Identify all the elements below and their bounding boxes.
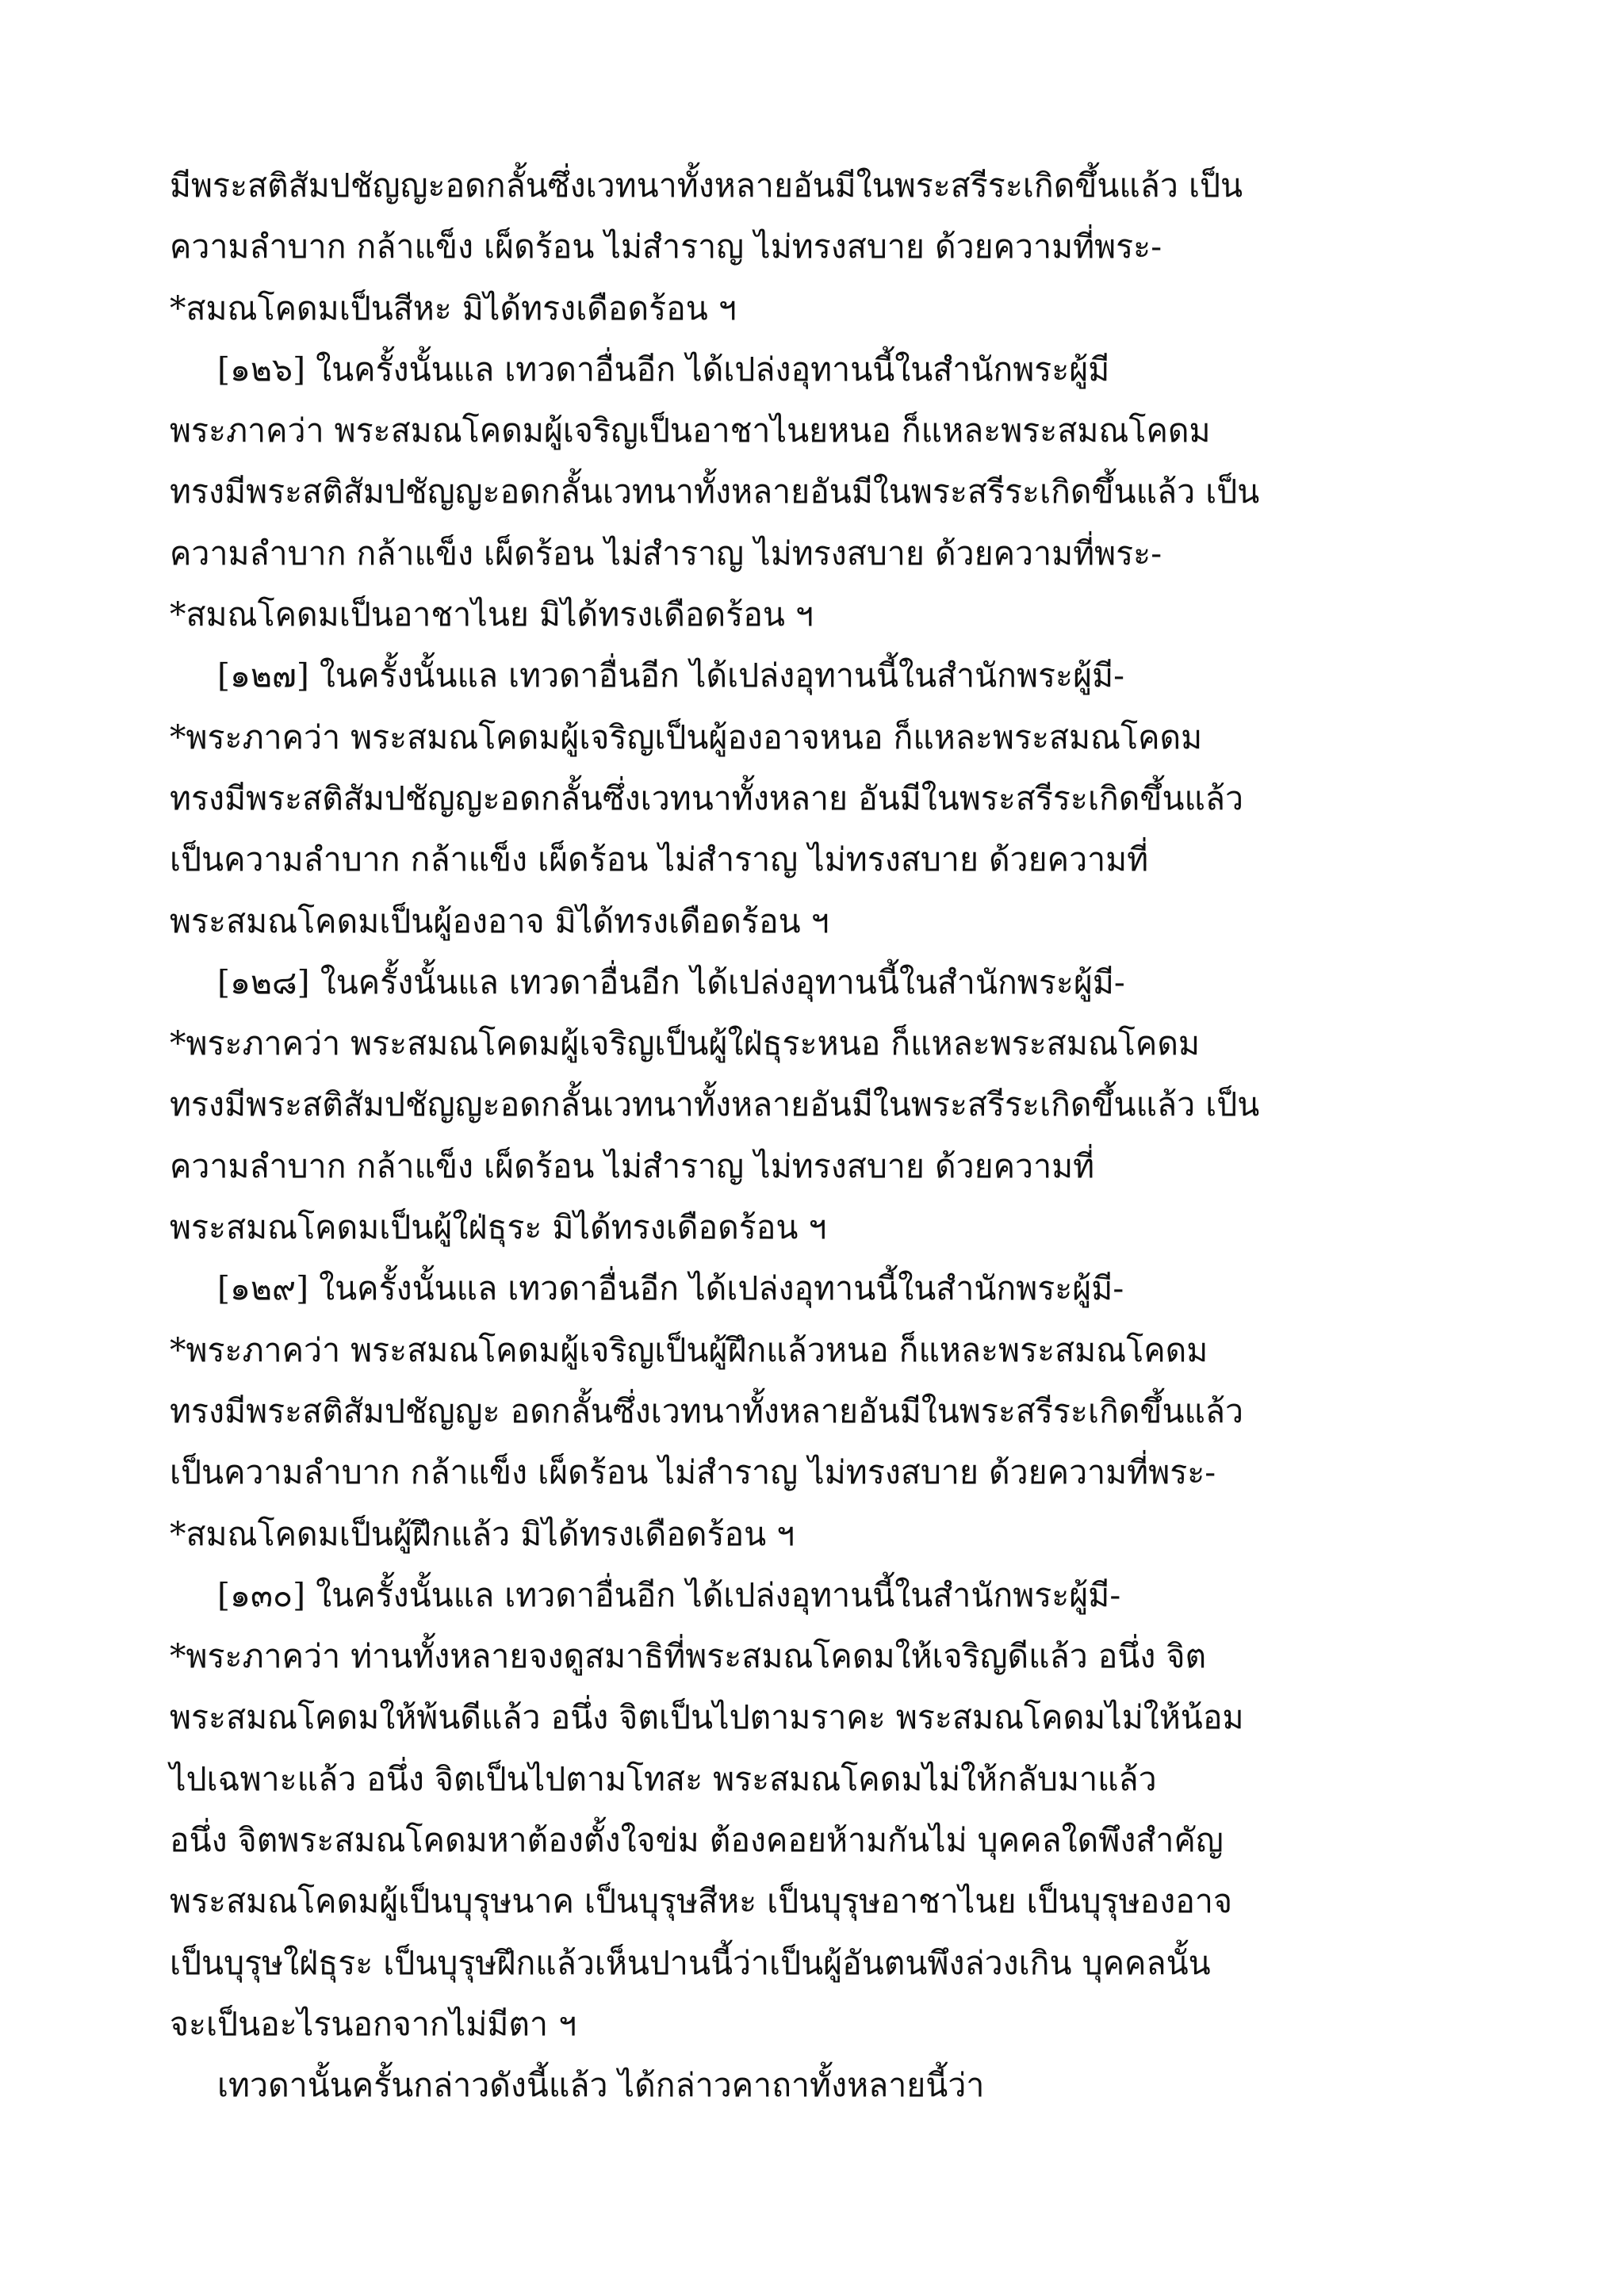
paragraph-start-line: [๑๒๙] ในครั้งนั้นแล เทวดาอื่นอีก ได้เปล่งอุทานนี้ในสำนักพระผู้มี- (217, 1269, 1124, 1308)
text-line: เป็นบุรุษใฝ่ธุระ เป็นบุรุษฝึกแล้วเห็นปานนี้ว่าเป็นผู้อันตนพึงล่วงเกิน บุคคลนั้น (170, 1943, 1211, 1982)
body-text (170, 155, 1470, 2117)
text-line: *พระภาคว่า พระสมณโคดมผู้เจริญเป็นผู้ฝึกแล้วหนอ ก็แหละพระสมณโคดม (170, 1330, 1208, 1369)
text-line: อนึ่ง จิตพระสมณโคดมหาต้องตั้งใจข่ม ต้องคอยห้ามกันไม่ บุคคลใดพึงสำคัญ (170, 1821, 1224, 1860)
text-line: พระสมณโคดมให้พ้นดีแล้ว อนึ่ง จิตเป็นไปตามราคะ พระสมณโคดมไม่ให้น้อม (170, 1698, 1244, 1737)
text-line: ความลำบาก กล้าแข็ง เผ็ดร้อน ไม่สำราญ ไม่ทรงสบาย ด้วยความที่พระ- (170, 228, 1162, 266)
text-line: ความลำบาก กล้าแข็ง เผ็ดร้อน ไม่สำราญ ไม่ทรงสบาย ด้วยความที่ (170, 1146, 1095, 1185)
text-line: ทรงมีพระสติสัมปชัญญะอดกลั้นเวทนาทั้งหลายอันมีในพระสรีระเกิดขึ้นแล้ว เป็น (170, 473, 1260, 511)
text-line: ทรงมีพระสติสัมปชัญญะอดกลั้นเวทนาทั้งหลายอันมีในพระสรีระเกิดขึ้นแล้ว เป็น (170, 1085, 1260, 1124)
text-line: ทรงมีพระสติสัมปชัญญะ อดกลั้นซึ่งเวทนาทั้งหลายอันมีในพระสรีระเกิดขึ้นแล้ว (170, 1391, 1244, 1430)
paragraph-start-line: [๑๒๘] ในครั้งนั้นแล เทวดาอื่นอีก ได้เปล่งอุทานนี้ในสำนักพระผู้มี- (217, 962, 1125, 1001)
text-line: *สมณโคดมเป็นสีหะ มิได้ทรงเดือดร้อน ฯ (170, 289, 737, 327)
text-line: มีพระสติสัมปชัญญะอดกลั้นซึ่งเวทนาทั้งหลายอันมีในพระสรีระเกิดขึ้นแล้ว เป็น (170, 166, 1243, 205)
paragraph-start-line: [๑๒๖] ในครั้งนั้นแล เทวดาอื่นอีก ได้เปล่งอุทานนี้ในสำนักพระผู้มี (217, 350, 1110, 388)
paragraph-start-line: [๑๒๗] ในครั้งนั้นแล เทวดาอื่นอีก ได้เปล่งอุทานนี้ในสำนักพระผู้มี- (217, 656, 1124, 695)
text-line: *สมณโคดมเป็นอาชาไนย มิได้ทรงเดือดร้อน ฯ (170, 595, 814, 634)
text-line: พระภาคว่า พระสมณโคดมผู้เจริญเป็นอาชาไนยหนอ ก็แหละพระสมณโคดม (170, 411, 1211, 450)
text-line: เป็นความลำบาก กล้าแข็ง เผ็ดร้อน ไม่สำราญ ไม่ทรงสบาย ด้วยความที่พระ- (170, 1453, 1216, 1492)
text-line: ความลำบาก กล้าแข็ง เผ็ดร้อน ไม่สำราญ ไม่ทรงสบาย ด้วยความที่พระ- (170, 534, 1162, 572)
text-line: *พระภาคว่า ท่านทั้งหลายจงดูสมาธิที่พระสมณโคดมให้เจริญดีแล้ว อนึ่ง จิต (170, 1637, 1207, 1676)
text-line: เป็นความลำบาก กล้าแข็ง เผ็ดร้อน ไม่สำราญ ไม่ทรงสบาย ด้วยความที่ (170, 840, 1149, 879)
paragraph-start-line: เทวดานั้นครั้นกล่าวดังนี้แล้ว ได้กล่าวคาถาทั้งหลายนี้ว่า (217, 2066, 985, 2105)
text-line: *สมณโคดมเป็นผู้ฝึกแล้ว มิได้ทรงเดือดร้อน ฯ (170, 1514, 795, 1553)
text-line: *พระภาคว่า พระสมณโคดมผู้เจริญเป็นผู้องอาจหนอ ก็แหละพระสมณโคดม (170, 718, 1203, 756)
text-line: ทรงมีพระสติสัมปชัญญะอดกลั้นซึ่งเวทนาทั้งหลาย อันมีในพระสรีระเกิดขึ้นแล้ว (170, 779, 1244, 817)
text-line: ไปเฉพาะแล้ว อนึ่ง จิตเป็นไปตามโทสะ พระสมณโคดมไม่ให้กลับมาแล้ว (170, 1759, 1157, 1798)
paragraph-start-line: [๑๓๐] ในครั้งนั้นแล เทวดาอื่นอีก ได้เปล่งอุทานนี้ในสำนักพระผู้มี- (217, 1575, 1121, 1614)
text-line: พระสมณโคดมผู้เป็นบุรุษนาค เป็นบุรุษสีหะ เป็นบุรุษอาชาไนย เป็นบุรุษองอาจ (170, 1882, 1232, 1921)
text-line: พระสมณโคดมเป็นผู้ใฝ่ธุระ มิได้ทรงเดือดร้อน ฯ (170, 1208, 827, 1247)
text-line: จะเป็นอะไรนอกจากไม่มีตา ฯ (170, 2004, 577, 2043)
text-line: พระสมณโคดมเป็นผู้องอาจ มิได้ทรงเดือดร้อน ฯ (170, 901, 829, 940)
text-line: *พระภาคว่า พระสมณโคดมผู้เจริญเป็นผู้ใฝ่ธุระหนอ ก็แหละพระสมณโคดม (170, 1024, 1200, 1063)
